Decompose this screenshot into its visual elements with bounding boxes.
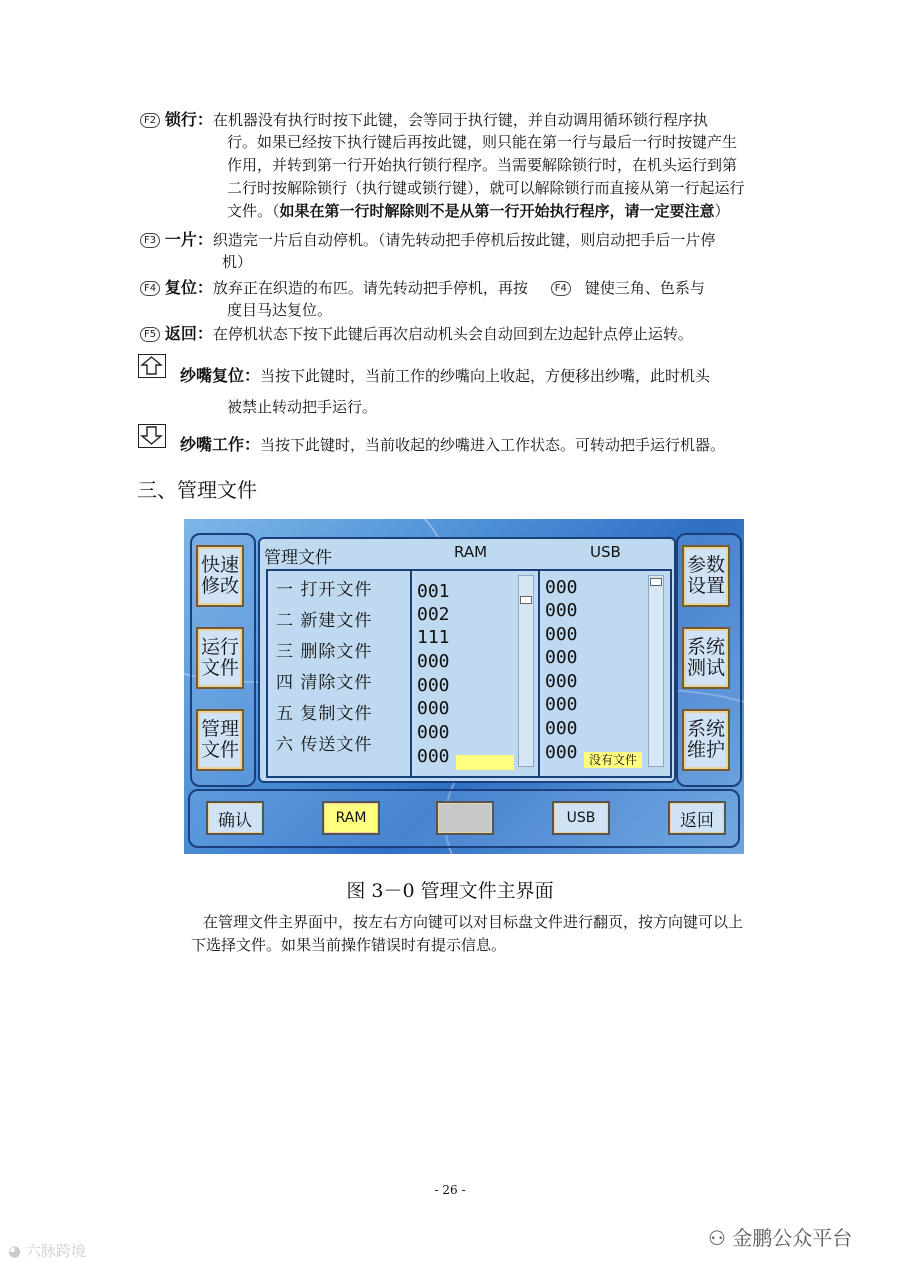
bottom-toolbar	[188, 789, 740, 848]
f2-line-2: 行。如果已经按下执行键后再按此键，则只能在第一行与最后一行时按键产生	[227, 133, 738, 151]
manage-file-screen	[184, 519, 744, 854]
feeder-up-line-2: 被禁止转动把手运行。	[227, 398, 378, 416]
feeder-up-name: 纱嘴复位：	[180, 366, 261, 385]
ram-file[interactable]: 000	[417, 675, 450, 696]
system-maintenance-button[interactable]: 系统 维护	[682, 709, 730, 771]
f5-keycap: F5	[140, 327, 160, 342]
f4-inline-keycap: F4	[551, 281, 571, 296]
f2-line-4: 二行时按解除锁行（执行键或锁行键），就可以解除锁行而直接从第一行起运行	[227, 179, 745, 197]
section-title: 三、管理文件	[137, 478, 257, 502]
feeder-down-name: 纱嘴工作：	[180, 435, 261, 454]
figure-caption: 图 3－0 管理文件主界面	[346, 880, 554, 902]
arrow-down-icon	[138, 424, 166, 448]
confirm-button[interactable]: 确认	[206, 801, 264, 835]
param-settings-button[interactable]: 参数 设置	[682, 545, 730, 607]
usb-button[interactable]: USB	[552, 801, 610, 835]
usb-file[interactable]: 000	[545, 600, 578, 621]
watermark-left: ◕ 六脉跨境	[8, 1242, 86, 1260]
f4-block	[140, 276, 780, 300]
system-test-button[interactable]: 系统 测试	[682, 627, 730, 689]
usb-status: 没有文件	[584, 752, 642, 768]
ram-file-list	[410, 569, 540, 778]
f4-line-1b: 键使三角、色系与	[584, 279, 705, 297]
f5-key-name: 返回：	[164, 324, 213, 343]
wechat-icon: ⚇	[708, 1226, 733, 1250]
ram-file[interactable]: 111	[417, 627, 450, 648]
usb-file[interactable]: 000	[545, 577, 578, 598]
usb-file[interactable]: 000	[545, 647, 578, 668]
f2-cont	[227, 131, 787, 223]
file-panel	[258, 537, 676, 783]
menu-transfer-file[interactable]: 六 传送文件	[276, 735, 373, 755]
ram-scrollbar[interactable]	[518, 575, 534, 767]
menu-new-file[interactable]: 二 新建文件	[276, 611, 373, 631]
ram-file[interactable]: 000	[417, 698, 450, 719]
f2-line-1: 在机器没有执行时按下此键，会等同于执行键，并自动调用循环锁行程序执	[212, 111, 708, 129]
f4-line-2: 度目马达复位。	[227, 301, 333, 319]
usb-file[interactable]: 000	[545, 694, 578, 715]
weibo-icon: ◕	[8, 1242, 26, 1260]
f5-block	[140, 322, 780, 346]
menu-delete-file[interactable]: 三 删除文件	[276, 642, 373, 662]
usb-scrollbar[interactable]	[648, 575, 664, 767]
ram-button[interactable]: RAM	[322, 801, 380, 835]
feeder-up-block	[180, 364, 780, 388]
usb-file-list	[538, 569, 672, 778]
feeder-down-text: 当按下此键时，当前收起的纱嘴进入工作状态。可转动把手运行机器。	[260, 436, 726, 454]
back-button[interactable]: 返回	[668, 801, 726, 835]
usb-scroll-thumb[interactable]	[650, 578, 662, 586]
f2-line-5: 文件。（如果在第一行时解除则不是从第一行开始执行程序，请一定要注意）	[227, 202, 730, 220]
page-number: - 26 -	[434, 1183, 466, 1197]
f2-key-name: 锁行：	[164, 110, 213, 129]
menu-clear-file[interactable]: 四 清除文件	[276, 673, 373, 693]
ram-highlight	[456, 755, 514, 770]
usb-header: USB	[590, 543, 621, 561]
ram-file[interactable]: 000	[417, 722, 450, 743]
menu-open-file[interactable]: 一 打开文件	[276, 580, 373, 600]
f3-keycap: F3	[140, 233, 160, 248]
file-menu	[266, 569, 412, 778]
blank-button[interactable]	[436, 801, 494, 835]
ram-file[interactable]: 001	[417, 581, 450, 602]
description-line-2: 下选择文件。如果当前操作错误时有提示信息。	[191, 936, 507, 954]
f3-line-1: 织造完一片后自动停机。（请先转动把手停机后按此键，则启动把手后一片停	[212, 231, 716, 249]
manage-file-button[interactable]: 管理 文件	[196, 709, 244, 771]
f4-keycap: F4	[140, 281, 160, 296]
menu-copy-file[interactable]: 五 复制文件	[276, 704, 373, 724]
ram-file[interactable]: 000	[417, 651, 450, 672]
description	[191, 911, 781, 957]
run-file-button[interactable]: 运行 文件	[196, 627, 244, 689]
f2-block	[140, 108, 780, 132]
ram-file[interactable]: 000	[417, 746, 450, 767]
usb-file[interactable]: 000	[545, 742, 578, 763]
arrow-up-icon	[138, 354, 166, 378]
usb-file[interactable]: 000	[545, 671, 578, 692]
quick-edit-button[interactable]: 快速 修改	[196, 545, 244, 607]
ram-file[interactable]: 002	[417, 604, 450, 625]
feeder-down-block	[180, 433, 780, 457]
feeder-up-line-1: 当按下此键时，当前工作的纱嘴向上收起，方便移出纱嘴，此时机头	[260, 367, 711, 385]
description-line-1: 在管理文件主界面中，按左右方向键可以对目标盘文件进行翻页，按方向键可以上	[203, 913, 744, 931]
f3-block	[140, 228, 780, 252]
f2-warning: 如果在第一行时解除则不是从第一行开始执行程序，请一定要注意	[279, 202, 715, 220]
usb-file[interactable]: 000	[545, 718, 578, 739]
panel-title: 管理文件	[264, 548, 332, 568]
f4-key-name: 复位：	[164, 278, 213, 297]
f2-line-3: 作用，并转到第一行开始执行锁行程序。当需要解除锁行时，在机头运行到第	[227, 156, 738, 174]
f5-text: 在停机状态下按下此键后再次启动机头会自动回到左边起针点停止运转。	[212, 325, 693, 343]
watermark-right: ⚇ 金鹏公众平台	[708, 1226, 853, 1250]
ram-header: RAM	[454, 543, 488, 561]
usb-file[interactable]: 000	[545, 624, 578, 645]
f3-key-name: 一片：	[164, 230, 213, 249]
ram-scroll-thumb[interactable]	[520, 596, 532, 604]
f4-line-1a: 放弃正在织造的布匹。请先转动把手停机，再按	[212, 279, 528, 297]
f3-line-2: 机）	[222, 253, 253, 271]
f2-keycap: F2	[140, 113, 160, 128]
